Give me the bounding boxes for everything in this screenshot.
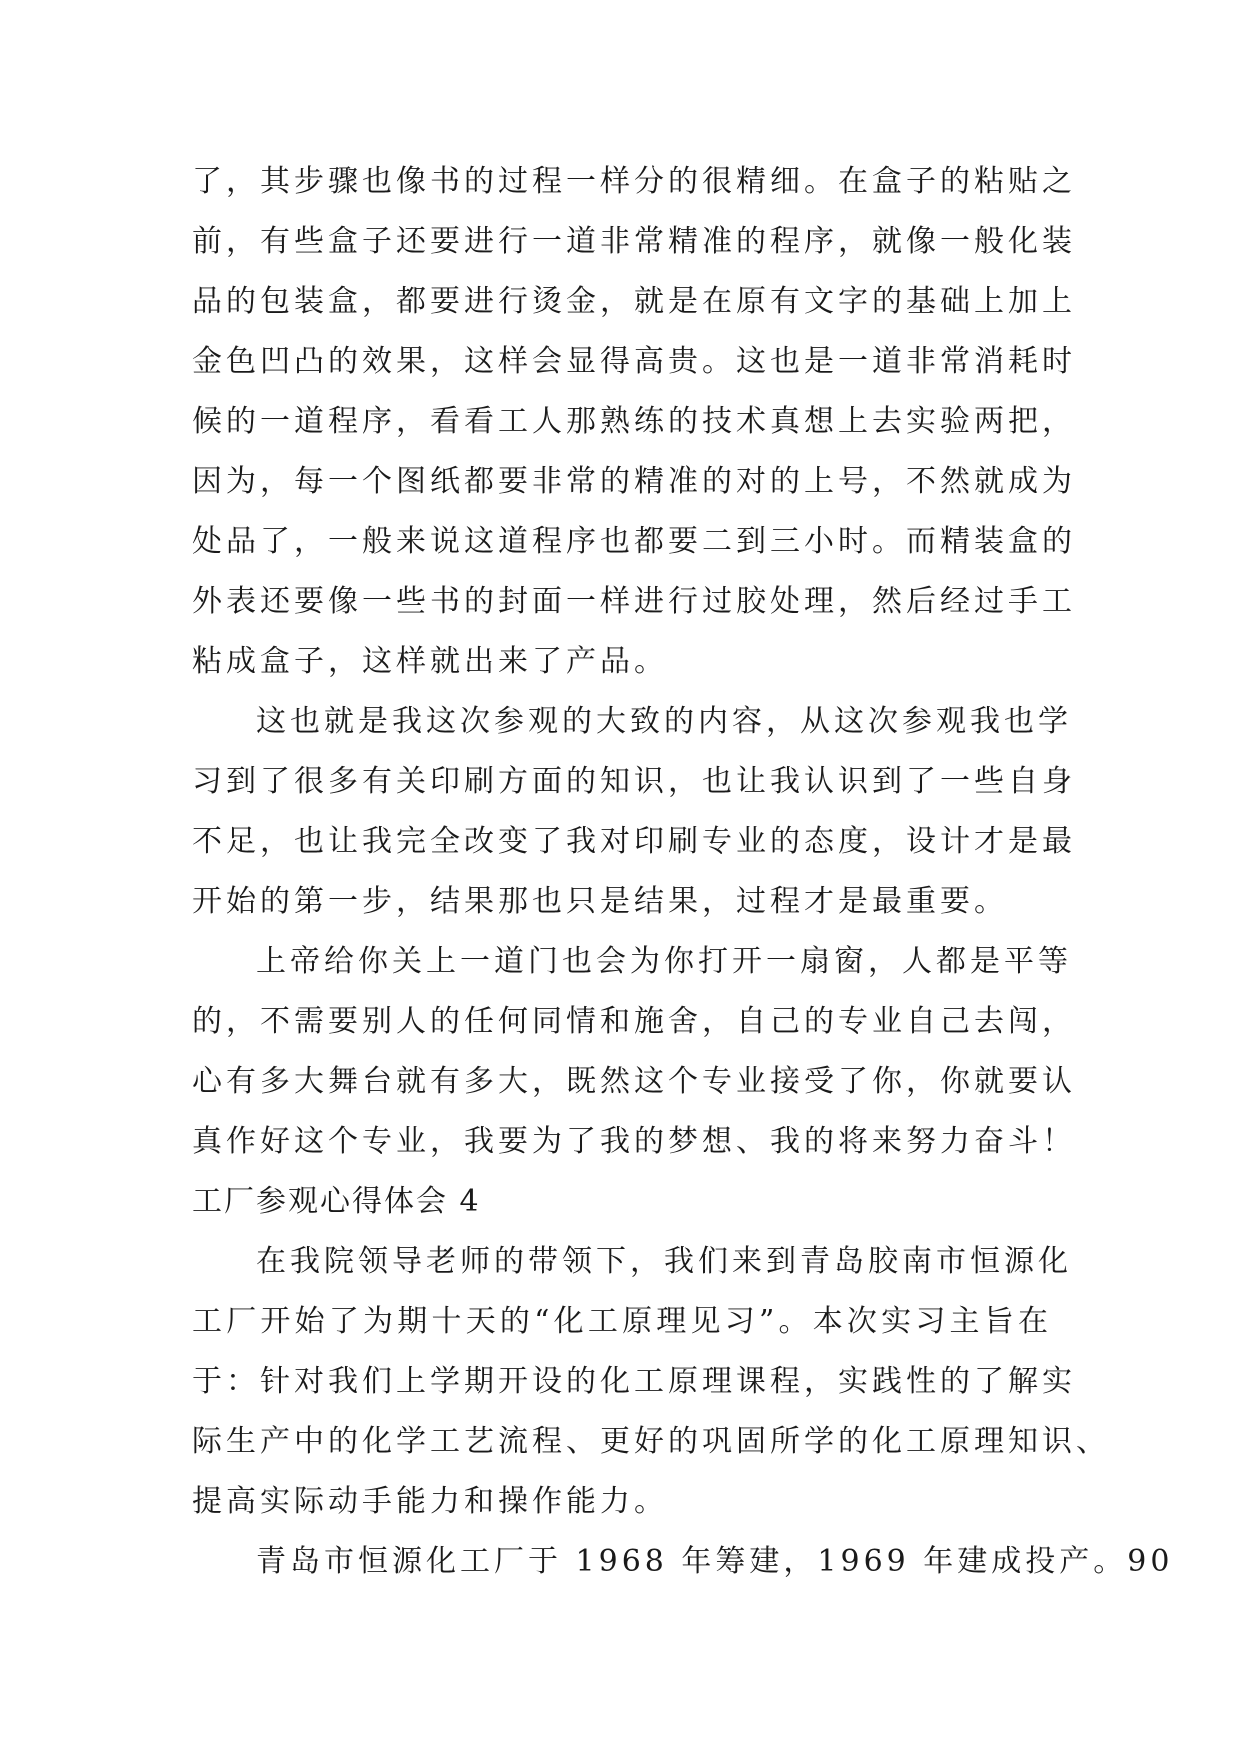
- text-line: 外表还要像一些书的封面一样进行过胶处理，然后经过手工: [192, 584, 1076, 619]
- paragraph: [192, 1532, 1174, 1592]
- text-line: 这也就是我这次参观的大致的内容，从这次参观我也学: [256, 704, 1072, 739]
- text-line: 青岛市恒源化工厂于 1968 年筹建，1969 年建成投产。90: [256, 1544, 1174, 1579]
- text-line: 开始的第一步，结果那也只是结果，过程才是最重要。: [192, 884, 1008, 919]
- text-line: 在我院领导老师的带领下，我们来到青岛胶南市恒源化: [256, 1244, 1072, 1279]
- paragraph: [192, 932, 1076, 1172]
- text-line: 粘成盒子，这样就出来了产品。: [192, 644, 668, 679]
- text-line: 的，不需要别人的任何同情和施舍，自己的专业自己去闯，: [192, 1004, 1076, 1039]
- text-line: 前，有些盒子还要进行一道非常精准的程序，就像一般化装: [192, 224, 1076, 259]
- text-line: 习到了很多有关印刷方面的知识，也让我认识到了一些自身: [192, 764, 1076, 799]
- text-line: 不足，也让我完全改变了我对印刷专业的态度，设计才是最: [192, 824, 1076, 859]
- document-body: [192, 152, 1174, 1592]
- paragraph: [192, 692, 1076, 932]
- text-line: 品的包装盒，都要进行烫金，就是在原有文字的基础上加上: [192, 284, 1076, 319]
- text-line: 际生产中的化学工艺流程、更好的巩固所学的化工原理知识、: [192, 1424, 1110, 1459]
- text-line: 候的一道程序，看看工人那熟练的技术真想上去实验两把，: [192, 404, 1076, 439]
- text-line: 上帝给你关上一道门也会为你打开一扇窗，人都是平等: [256, 944, 1072, 979]
- text-line: 真作好这个专业，我要为了我的梦想、我的将来努力奋斗！: [192, 1124, 1076, 1159]
- text-line: 提高实际动手能力和操作能力。: [192, 1484, 668, 1519]
- paragraph: [192, 1232, 1110, 1532]
- text-line: 处品了，一般来说这道程序也都要二到三小时。而精装盒的: [192, 524, 1076, 559]
- text-line: 金色凹凸的效果，这样会显得高贵。这也是一道非常消耗时: [192, 344, 1076, 379]
- text-line: 了，其步骤也像书的过程一样分的很精细。在盒子的粘贴之: [192, 164, 1076, 199]
- text-line: 心有多大舞台就有多大，既然这个专业接受了你，你就要认: [192, 1064, 1076, 1099]
- text-line: 于：针对我们上学期开设的化工原理课程，实践性的了解实: [192, 1364, 1076, 1399]
- text-line: 工厂开始了为期十天的“化工原理见习”。本次实习主旨在: [192, 1304, 1052, 1339]
- section-heading: 工厂参观心得体会 4: [192, 1184, 481, 1219]
- text-line: 因为，每一个图纸都要非常的精准的对的上号，不然就成为: [192, 464, 1076, 499]
- paragraph: [192, 152, 1076, 692]
